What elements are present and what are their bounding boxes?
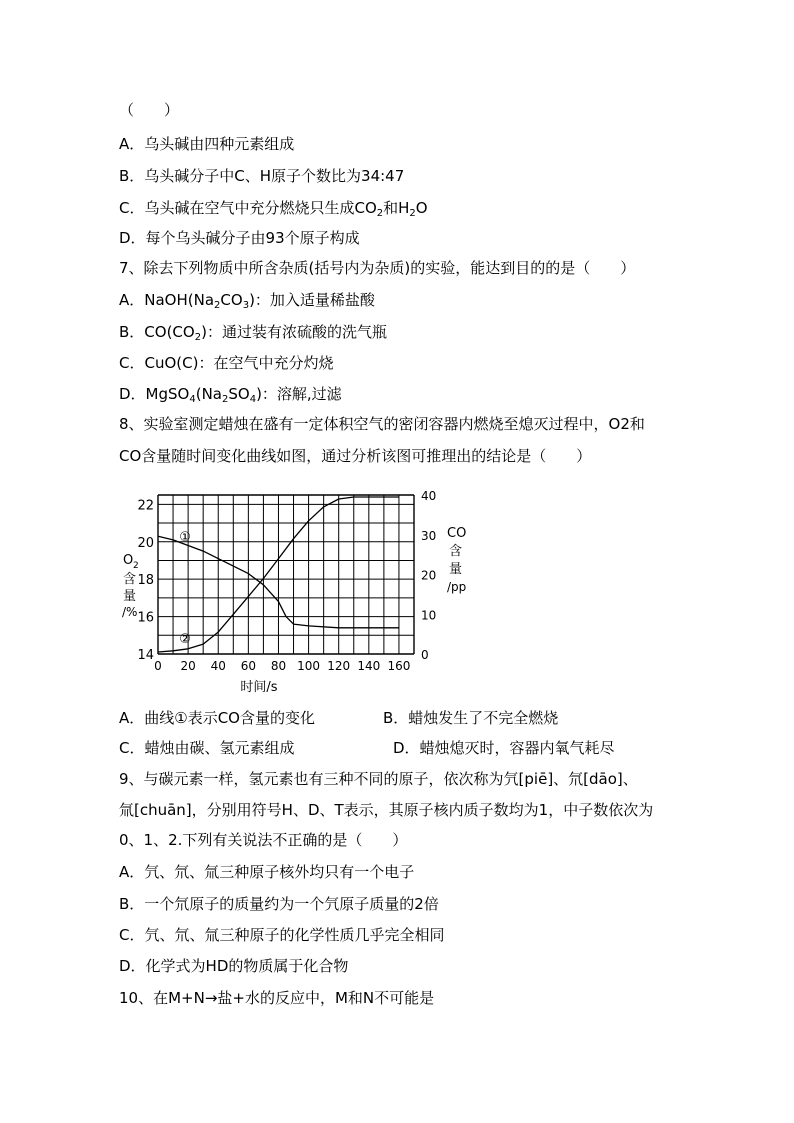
text-run: CO [220,291,243,309]
text-line: C．CuO(C)：在空气中充分灼烧 [119,354,334,372]
y-left-tick-label: 22 [137,498,154,514]
text-line: D．每个乌头碱分子由93个原子构成 [119,229,360,247]
text-run: A．NaOH(Na [119,291,215,309]
text-line: 10、在M+N→盐+水的反应中，M和N不可能是 [119,989,435,1007]
text-run: B．CO(CO [119,323,195,341]
text-line: A．乌头碱由四种元素组成 [119,135,295,153]
text-line [119,290,375,310]
y-left-tick-label: 20 [137,535,154,551]
text-run: C．乌头碱在空气中充分燃烧只生成CO [119,199,377,217]
x-tick-label: 60 [240,659,256,673]
text-run: )：加入适量稀盐酸 [249,291,375,309]
text-line: （ ） [119,101,180,119]
text-run: (Na [195,385,222,403]
x-tick-label: 80 [270,659,287,673]
text-line: CO含量随时间变化曲线如图，通过分析该图可推理出的结论是（ ） [119,447,592,465]
text-line: C．蜡烛由碳、氢元素组成 [119,739,295,757]
text-line [119,384,342,404]
y-right-label-char: 量 [449,562,463,577]
text-run: O [415,199,428,217]
text-line: 0、1、2.下列有关说法不正确的是（ ） [119,831,408,849]
subscript: 2 [409,208,416,219]
text-line: C．氕、氘、氚三种原子的化学性质几乎完全相同 [119,926,445,944]
y-right-tick-label: 20 [421,568,437,583]
y-left-label-o: O [123,553,134,568]
text-line: 8、实验室测定蜡烛在盛有一定体积空气的密闭容器内燃烧至熄灭过程中，O2和 [119,415,645,433]
y-left-label-char: 含 [123,572,137,587]
y-right-label-unit: /pp [447,580,467,594]
text-line [119,322,387,342]
y-left-label-sub: 2 [133,561,139,571]
text-line: A．氕、氘、氚三种原子核外均只有一个电子 [119,863,415,881]
y-right-label-char: 含 [449,544,463,559]
subscript: 3 [242,300,250,311]
x-tick-label: 0 [154,659,162,673]
y-right-tick-label: 30 [421,528,437,543]
x-tick-label: 40 [210,659,226,673]
x-tick-label: 160 [387,659,411,673]
x-tick-label: 140 [357,659,381,673]
subscript: 2 [221,394,229,405]
x-tick-label: 120 [327,659,351,673]
y-right-tick-label: 0 [421,648,429,662]
y-left-label-char: 量 [123,589,137,604]
y-right-tick-label: 10 [421,608,437,623]
chart-grid [158,495,414,654]
y-left-label-unit: /% [122,605,138,619]
text-run: SO [228,385,250,403]
o2-co-chart [119,487,479,697]
y-right-label-co: CO [447,526,467,541]
text-line: 7、除去下列物质中所含杂质(括号内为杂质)的实验，能达到目的的是（ ） [119,259,636,277]
y-left-tick-label: 14 [137,648,154,663]
subscript: 2 [194,332,202,343]
y-left-tick-label: 18 [137,573,154,589]
text-line: D．化学式为HD的物质属于化合物 [119,957,349,975]
text-run: )：溶解,过滤 [256,385,342,403]
y-left-tick-label: 16 [137,610,154,626]
text-run: 和H [383,199,410,217]
y-right-tick-label: 40 [421,489,437,503]
text-run: )：通过装有浓硫酸的洗气瓶 [201,323,387,341]
subscript: 4 [189,394,196,405]
text-line: 氚[chuān]，分别用符号H、D、T表示，其原子核内质子数均为1，中子数依次为 [119,801,654,819]
series-label-2: ② [179,632,191,648]
subscript: 2 [214,300,221,311]
text-line: B．一个氘原子的质量约为一个氕原子质量的2倍 [119,895,439,913]
text-line: A．曲线①表示CO含量的变化 [119,709,315,727]
text-line: 9、与碳元素一样，氢元素也有三种不同的原子，依次称为氕[piē]、氘[dāo]、 [119,770,638,788]
x-tick-label: 20 [180,659,196,673]
text-run: D．MgSO [119,385,190,403]
series-label-1: ① [179,530,191,546]
x-tick-label: 100 [297,659,321,673]
x-axis-label: 时间/s [240,680,278,695]
text-line: D．蜡烛熄灭时，容器内氧气耗尽 [393,739,615,757]
text-line [119,198,428,218]
text-line: B．乌头碱分子中C、H原子个数比为34:47 [119,167,405,185]
subscript: 4 [249,394,257,405]
text-line: B．蜡烛发生了不完全燃烧 [383,709,559,727]
subscript: 2 [376,208,384,219]
